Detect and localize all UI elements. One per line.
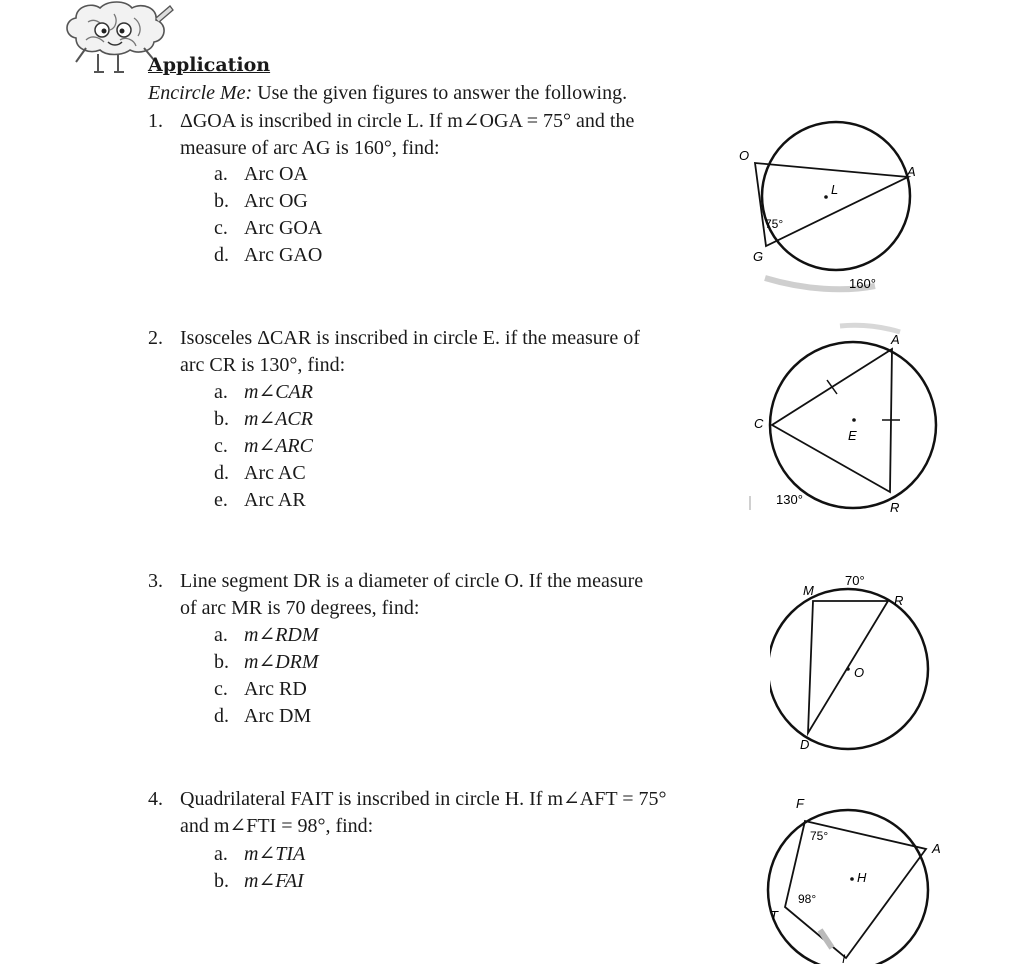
- problem-3-option-a: [214, 624, 319, 646]
- option-letter: b.: [214, 651, 229, 673]
- fig2-label-A: A: [891, 332, 900, 347]
- problem-1-number: 1.: [148, 110, 163, 132]
- figure-2-circle-E: [740, 318, 950, 523]
- instructions-label: Encircle Me:: [148, 82, 253, 104]
- fig1-label-O: O: [739, 148, 750, 163]
- fig4-label-H: H: [857, 870, 867, 885]
- problem-2-option-e: [214, 489, 306, 511]
- option-letter: a.: [214, 624, 228, 646]
- option-letter: d.: [214, 244, 229, 266]
- fig2-label-C: C: [754, 416, 764, 431]
- fig4-label-I: I: [842, 952, 846, 964]
- instructions-text: Use the given figures to answer the following.: [252, 82, 628, 104]
- fig4-label-F: F: [796, 796, 804, 811]
- option-text: m∠ARC: [244, 435, 313, 457]
- option-letter: a.: [214, 381, 228, 403]
- fig1-label-angle: 75°: [765, 217, 784, 231]
- problem-3-option-c: [214, 678, 307, 700]
- section-heading: Application: [148, 54, 271, 76]
- option-letter: e.: [214, 489, 228, 511]
- option-text: Arc RD: [244, 678, 307, 700]
- option-letter: a.: [214, 163, 228, 185]
- option-letter: d.: [214, 705, 229, 727]
- option-letter: b.: [214, 190, 229, 212]
- fig3-label-R: R: [894, 593, 904, 608]
- figure-1-circle-L: [735, 108, 935, 308]
- fig4-label-angle-T: 98°: [798, 892, 817, 906]
- option-text: Arc OA: [244, 163, 308, 185]
- problem-1-line-2: measure of arc AG is 160°, find:: [180, 137, 440, 159]
- figure-4-circle-H: [760, 790, 960, 964]
- fig3-label-D: D: [800, 737, 810, 752]
- option-text: Arc OG: [244, 190, 308, 212]
- problem-2-number: 2.: [148, 327, 163, 349]
- fig4-label-angle-F: 75°: [810, 829, 829, 843]
- option-letter: c.: [214, 217, 228, 239]
- option-text: Arc DM: [244, 705, 312, 727]
- fig4-label-A: A: [932, 841, 941, 856]
- problem-3-line-1: Line segment DR is a diameter of circle O. If the measure: [180, 570, 644, 592]
- fig4-label-T: T: [770, 908, 778, 923]
- option-text: Arc GAO: [244, 244, 323, 266]
- option-text: Arc GOA: [244, 217, 323, 239]
- fig2-label-R: R: [890, 500, 900, 515]
- option-text: m∠CAR: [244, 381, 313, 403]
- option-text: m∠TIA: [244, 843, 306, 865]
- problem-4-line-2: and m∠FTI = 98°, find:: [180, 815, 374, 837]
- fig3-label-M: M: [803, 583, 814, 598]
- problem-4-option-b: [214, 870, 304, 892]
- problem-1-option-b: [214, 190, 308, 212]
- option-letter: c.: [214, 435, 228, 457]
- fig1-label-arc: 160°: [849, 276, 876, 291]
- fig1-label-G: G: [753, 249, 764, 264]
- problem-3-option-b: [214, 651, 319, 673]
- problem-1-option-c: [214, 217, 322, 239]
- option-letter: a.: [214, 843, 228, 865]
- option-letter: d.: [214, 462, 229, 484]
- problem-4-line-1: Quadrilateral FAIT is inscribed in circle H. If m∠AFT = 75°: [180, 788, 667, 810]
- problem-1-line-1: ΔGOA is inscribed in circle L. If m∠OGA = 75° and the: [180, 110, 635, 132]
- problem-4-option-a: [214, 843, 305, 865]
- option-text: m∠FAI: [244, 870, 304, 892]
- instructions: [148, 82, 627, 104]
- option-letter: b.: [214, 870, 229, 892]
- problem-2-option-a: [214, 381, 313, 403]
- fig3-label-O: O: [854, 665, 865, 680]
- fig1-label-A: A: [907, 164, 916, 179]
- option-text: Arc AR: [244, 489, 306, 511]
- problem-1-option-d: [214, 244, 322, 266]
- fig2-label-E: E: [848, 428, 857, 443]
- option-text: m∠RDM: [244, 624, 319, 646]
- fig3-label-arc: 70°: [845, 573, 865, 588]
- problem-2-option-d: [214, 462, 306, 484]
- problem-4-number: 4.: [148, 788, 163, 810]
- problem-1-option-a: [214, 163, 308, 185]
- fig2-label-arc: 130°: [776, 492, 803, 507]
- option-text: m∠DRM: [244, 651, 319, 673]
- fig1-label-L: L: [831, 182, 839, 197]
- option-letter: c.: [214, 678, 228, 700]
- problem-2-option-b: [214, 408, 313, 430]
- option-text: m∠ACR: [244, 408, 313, 430]
- option-text: Arc AC: [244, 462, 306, 484]
- problem-3-line-2: of arc MR is 70 degrees, find:: [180, 597, 420, 619]
- problem-2-line-1: Isosceles ΔCAR is inscribed in circle E. if the measure of: [180, 327, 640, 349]
- problem-3-number: 3.: [148, 570, 163, 592]
- option-letter: b.: [214, 408, 229, 430]
- problem-2-option-c: [214, 435, 313, 457]
- problem-3-option-d: [214, 705, 311, 727]
- figure-3-circle-O: [770, 565, 950, 765]
- problem-2-line-2: arc CR is 130°, find:: [180, 354, 346, 376]
